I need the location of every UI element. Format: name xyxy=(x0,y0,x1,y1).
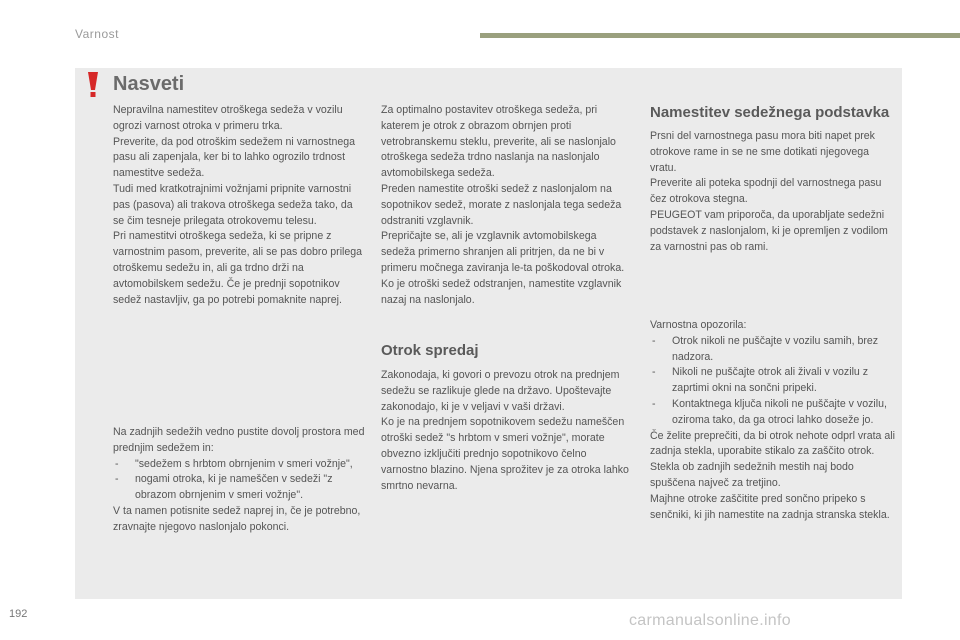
paragraph: Tudi med kratkotrajnimi vožnjami pripnite varnostni pas (pasova) ali trakova otroškega sedeža tako, da se čim tesneje prilegata otrokovemu telesu. xyxy=(113,182,353,227)
paragraph: Če želite preprečiti, da bi otrok nehote odprl vrata ali zadnja stekla, uporabite stikalo za zaščito otrok. xyxy=(650,429,895,458)
header-divider-bar xyxy=(480,33,960,38)
paragraph: Preverite ali poteka spodnji del varnostnega pasu čez otrokova stegna. xyxy=(650,177,882,206)
paragraph: Nepravilna namestitev otroškega sedeža v vozilu ogrozi varnost otroka v primeru trka. xyxy=(113,104,343,132)
list-item: - Otrok nikoli ne puščajte v vozilu samih, brez nadzora. xyxy=(650,334,895,366)
exclamation-icon xyxy=(85,71,101,99)
col2-section-text xyxy=(381,368,633,494)
paragraph: Preden namestite otroški sedež z naslonjalom na sopotnikov sedež, morate z naslonjala tega sedeža odstraniti vzglavnik. xyxy=(381,182,622,227)
list-item: - nogami otroka, ki je nameščen v sedeži "z obrazom obrnjenim v smeri vožnje". xyxy=(113,472,365,504)
paragraph: V ta namen potisnite sedež naprej in, če je potrebno, zravnajte njegovo naslonjalo pokonci. xyxy=(113,504,361,533)
paragraph: Majhne otroke zaščitite pred sončno pripeko s senčniki, ki jih namestite na zadnja stranska stekla. xyxy=(650,492,890,521)
col2-top-text xyxy=(381,103,633,308)
paragraph: Pri namestitvi otroškega sedeža, ki se pripne z varnostnim pasom, preverite, ali se pas dobro prilega otroškemu sedežu in, ali ga trdno drži na avtomobilskem sedežu. Če je prednji sopotnikov sedež nastavljiv, ga po potrebi pomaknite naprej. xyxy=(113,230,363,306)
section-header-title: Varnost xyxy=(75,27,119,41)
paragraph: Ko je na prednjem sopotnikovem sedežu nameščen otroški sedež "s hrbtom v smeri vožnje", morate obvezno izključiti prednjo sopotnikovo čelno varnostno blazino. Njena sprožitev je za otroka lahko smrtno nevarna. xyxy=(381,416,629,492)
seat-space-list xyxy=(113,457,365,504)
list-item: - Nikoli ne puščajte otrok ali živali v vozilu z zaprtimi okni na sončni pripeki. xyxy=(650,365,895,397)
page-number: 192 xyxy=(9,608,28,620)
col3-section-text xyxy=(650,129,895,255)
section-title-podstavek: Namestitev sedežnega podstavka xyxy=(650,104,890,121)
watermark: carmanualsonline.info xyxy=(629,612,791,629)
col3-warnings-text xyxy=(650,318,895,523)
page-title: Nasveti xyxy=(113,73,185,95)
paragraph: Prsni del varnostnega pasu mora biti napet prek otrokove rame in se ne sme dotikati njegovega vratu. xyxy=(650,130,875,174)
paragraph: Prepričajte se, ali je vzglavnik avtomobilskega sedeža primerno shranjen ali pritrjen, da ne bi v primeru močnega zaviranja le-ta poškodoval otroka. Ko je otroški sedež odstranjen, namestite vzglavnik nazaj na naslonjalo. xyxy=(381,230,625,306)
paragraph: Zakonodaja, ki govori o prevozu otrok na prednjem sedežu se razlikuje glede na državo. Upoštevajte zakonodajo, ki je v veljavi v vaši državi. xyxy=(381,369,620,413)
col1-bottom-text xyxy=(113,425,365,536)
list-item: - Kontaktnega ključa nikoli ne puščajte v vozilu, oziroma tako, da ga otroci lahko doseže jo. xyxy=(650,397,895,429)
list-item: - "sedežem s hrbtom obrnjenim v smeri vožnje", xyxy=(113,457,365,473)
paragraph: Preverite, da pod otroškim sedežem ni varnostnega pasu ali zapenjala, ker bi to lahko ogrozilo trdnost namestitve sedeža. xyxy=(113,135,356,180)
col1-top-text xyxy=(113,103,365,308)
section-title-otrok-spredaj: Otrok spredaj xyxy=(381,342,479,359)
paragraph: Varnostna opozorila: xyxy=(650,319,747,331)
paragraph: PEUGEOT vam priporoča, da uporabljate sedežni podstavek z naslonjalom, ki je opremljen z vodilom za varnostni pas ob rami. xyxy=(650,208,888,253)
paragraph: Na zadnjih sedežih vedno pustite dovolj prostora med prednjim sedežem in: xyxy=(113,426,365,454)
paragraph: Za optimalno postavitev otroškega sedeža, pri katerem je otrok z obrazom obrnjen proti vetrobranskemu steklu, preverite, ali se naslonjalo otroškega sedeža trdno naslanja na naslonjalo avtomobilskega sedeža. xyxy=(381,104,616,180)
warnings-list xyxy=(650,334,895,429)
paragraph: Stekla ob zadnjih sedežnih mestih naj bodo spuščena največ za tretjino. xyxy=(650,461,854,489)
